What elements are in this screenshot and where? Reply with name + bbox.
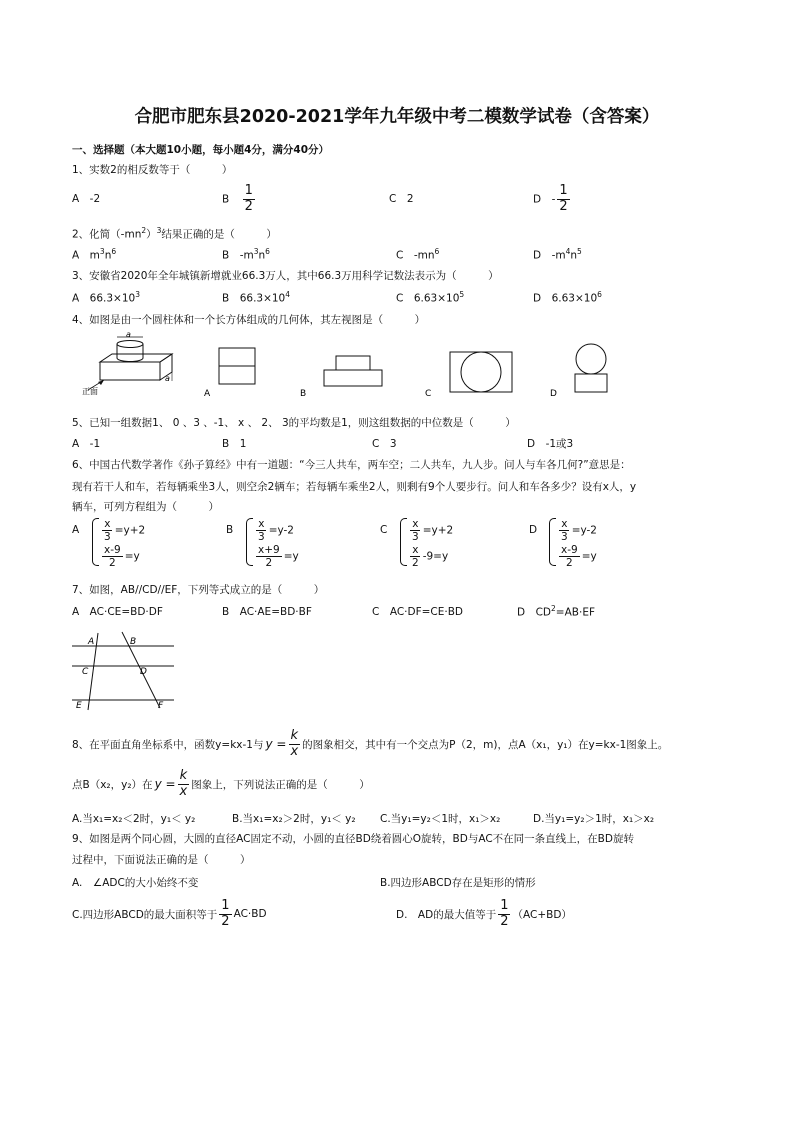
svg-text:a: a bbox=[165, 374, 170, 383]
q2-option-b: B $-m^3n^6$ bbox=[222, 247, 270, 262]
q4-option-a-figure bbox=[204, 348, 255, 399]
svg-text:D: D bbox=[550, 389, 557, 399]
q4-option-c-figure bbox=[425, 352, 512, 399]
point-label: F bbox=[158, 701, 164, 711]
q3-option-b: B $66.3\times 10^4$ bbox=[222, 290, 291, 305]
q1-option-b: B $\frac{1}{2}$ bbox=[222, 183, 253, 214]
q8-option-b: B.当x₁=x₂＞2时，y₁＜ y₂ bbox=[232, 813, 356, 825]
q7-option-d: D $CD^2=AB\cdot EF$ bbox=[517, 604, 595, 619]
question-7-stem: 7、如图，AB//CD//EF，下列等式成立的是（ ） bbox=[72, 584, 325, 596]
svg-text:a: a bbox=[126, 332, 131, 339]
question-9-line-1: 9、如图是两个同心圆，大圆的直径AC固定不动，小圆的直径BD绕着圆心O旋转，BD与AC不在同一条直线上，在BD旋转 bbox=[72, 833, 634, 845]
q3-option-c: C $6.63\times 10^5$ bbox=[396, 290, 465, 305]
q9-option-a: A. ∠ADC的大小始终不变 bbox=[72, 877, 199, 889]
svg-text:正面: 正面 bbox=[82, 387, 98, 396]
q7-option-c: C AC·DF=CE·BD bbox=[372, 606, 464, 618]
question-5-stem: 5、已知一组数据1、 0 、3 、-1、 x 、 2、 3的平均数是1，则这组数据的中位数是（ ） bbox=[72, 417, 516, 429]
point-label: C bbox=[82, 667, 89, 677]
q5-option-d: D -1或3 bbox=[527, 438, 574, 450]
q7-option-a: A AC·CE=BD·DF bbox=[72, 606, 163, 618]
q4-option-b-figure bbox=[300, 356, 382, 399]
q3-option-a: A $66.3\times 10^3$ bbox=[72, 290, 141, 305]
q7-option-b: B AC·AE=BD·BF bbox=[222, 606, 312, 618]
q2-option-c: C $-mn^6$ bbox=[396, 247, 440, 262]
section-heading: 一、选择题（本大题10小题，每小题4分，满分40分） bbox=[72, 144, 330, 156]
point-label: E bbox=[76, 701, 82, 711]
q8-option-c: C.当y₁=y₂＜1时，x₁＞x₂ bbox=[380, 813, 501, 825]
q5-option-a: A -1 bbox=[72, 438, 101, 450]
svg-text:C: C bbox=[425, 389, 432, 399]
point-label: B bbox=[130, 637, 137, 647]
question-1-stem: 1、实数2的相反数等于（ ） bbox=[72, 164, 233, 176]
q1-option-c: C 2 bbox=[389, 193, 414, 205]
point-label: D bbox=[140, 667, 147, 677]
question-2-stem: 2、化简$(-mn^2)^3$结果正确的是（ ） bbox=[72, 226, 277, 241]
q4-solid-figure bbox=[82, 332, 172, 396]
q9-option-d: D. AD的最大值等于 $\frac{1}{2}$ （AC+BD） bbox=[396, 897, 572, 929]
q4-figures bbox=[68, 332, 628, 404]
question-3-stem: 3、安徽省2020年全年城镇新增就业66.3万人，其中66.3万用科学记数法表示为（ ） bbox=[72, 270, 499, 282]
svg-text:B: B bbox=[300, 389, 307, 399]
point-label: A bbox=[88, 637, 95, 647]
q6-option-d-label: D bbox=[529, 524, 538, 536]
q8-option-d: D.当y₁=y₂＞1时，x₁＞x₂ bbox=[533, 813, 655, 825]
svg-text:A: A bbox=[204, 389, 211, 399]
q4-option-d-figure bbox=[550, 344, 607, 399]
q2-option-d: D $-m^4n^5$ bbox=[533, 247, 582, 262]
question-4-stem: 4、如图是由一个圆柱体和一个长方体组成的几何体，其左视图是（ ） bbox=[72, 314, 426, 326]
question-6-line-2: 现有若干人和车，若每辆乘坐3人，则空余2辆车；若每辆车乘坐2人，则剩有9个人要步行。问人和车各多少？设有x人，y bbox=[72, 481, 637, 493]
q7-parallel-lines-figure bbox=[70, 628, 180, 712]
q6-option-c-label: C bbox=[380, 524, 388, 536]
q5-option-c: C 3 bbox=[372, 438, 397, 450]
question-8-line-2: 点B（x₂，y₂）在 y = $\frac{k}{x}$ 图象上，下列说法正确的是（ ） bbox=[72, 767, 370, 799]
q1-option-a: A -2 bbox=[72, 193, 101, 205]
question-6-line-1: 6、中国古代数学著作《孙子算经》中有一道题：“今三人共车，两车空；二人共车，九人步。问人与车各几何?”意思是： bbox=[72, 459, 631, 471]
q6-option-a-label: A bbox=[72, 524, 80, 536]
question-6-line-3: 辆车，可列方程组为（ ） bbox=[72, 501, 219, 513]
question-9-line-2: 过程中，下面说法正确的是（ ） bbox=[72, 854, 251, 866]
q2-option-a: A $m^3n^6$ bbox=[72, 247, 117, 262]
q6-option-b-label: B bbox=[226, 524, 234, 536]
q1-option-d: D - $\frac{1}{2}$ bbox=[533, 183, 568, 214]
q3-option-d: D $6.63\times 10^6$ bbox=[533, 290, 602, 305]
q9-option-b: B.四边形ABCD存在是矩形的情形 bbox=[380, 877, 536, 889]
q8-option-a: A.当x₁=x₂＜2时，y₁＜ y₂ bbox=[72, 813, 196, 825]
page-title: 合肥市肥东县2020-2021学年九年级中考二模数学试卷（含答案） bbox=[134, 107, 660, 127]
q5-option-b: B 1 bbox=[222, 438, 247, 450]
question-8-line-1: 8、在平面直角坐标系中，函数y=kx-1与 y = $\frac{k}{x}$ 的图象相交，其中有一个交点为P（2，m)，点A（x₁，y₁）在y=kx-1图象上。 bbox=[72, 727, 669, 759]
q9-option-c: C.四边形ABCD的最大面积等于 $\frac{1}{2}$ AC·BD bbox=[72, 897, 267, 929]
